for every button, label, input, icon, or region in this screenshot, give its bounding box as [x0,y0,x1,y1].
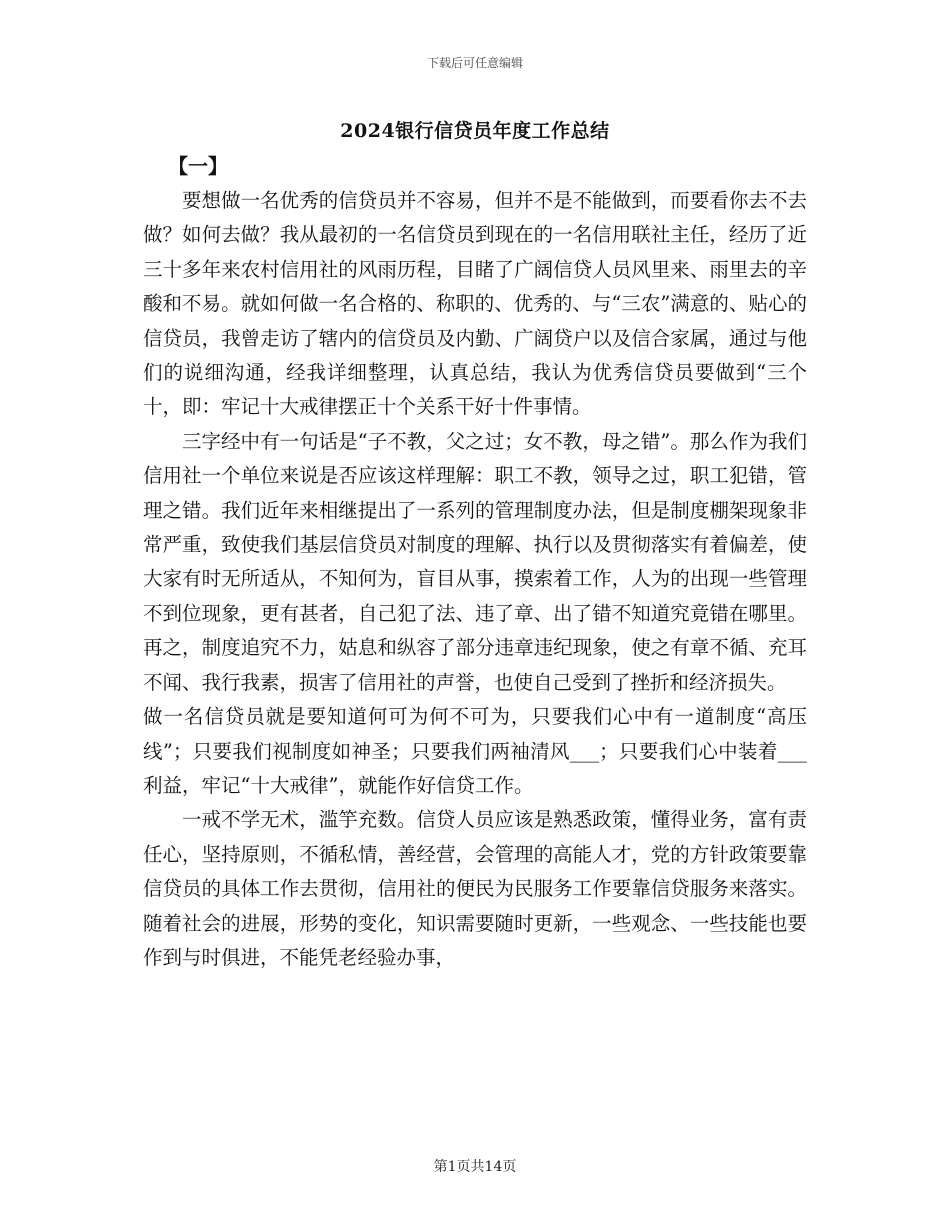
document-title: 2024银行信贷员年度工作总结 [340,120,610,142]
paragraph-4: 一戒不学无术，滥竽充数。信贷人员应该是熟悉政策，懂得业务，富有责任心，坚持原则，不循私情，善经营，会管理的高能人才，党的方针政策要靠信贷员的具体工作去贯彻，信用社的便民为民服务工作要靠信贷服务来落实。随着社会的进展，形势的变化，知识需要随时更新，一些观念、一些技能也要作到与时俱进，不能凭老经验办事， [143,808,807,969]
paragraph-2: 三字经中有一句话是“子不教，父之过；女不教，母之错”。那么作为我们信用社一个单位来说是否应该这样理解：职工不教，领导之过，职工犯错，管理之错。我们近年来相继提出了一系列的管理制度办法，但是制度棚架现象非常严重，致使我们基层信贷员对制度的理解、执行以及贯彻落实有着偏差，使大家有时无所适从，不知何为，盲目从事，摸索着工作，人为的出现一些管理不到位现象，更有甚者，自己犯了法、违了章、出了错不知道究竟错在哪里。再之，制度追究不力，姑息和纵容了部分违章违纪现象，使之有章不循、充耳不闻、我行我素，损害了信用社的声誉，也使自己受到了挫折和经济损失。 [143,429,807,694]
paragraph-1: 要想做一名优秀的信贷员并不容易，但并不是不能做到，而要看你去不去做？如何去做？我从最初的一名信贷员到现在的一名信用联社主任，经历了近三十多年来农村信用社的风雨历程，目睹了广阔信贷人员风里来、雨里去的辛酸和不易。就如何做一名合格的、称职的、优秀的、与“三农”满意的、贴心的信贷员，我曾走访了辖内的信贷员及内勤、广阔贷户以及信合家属，通过与他们的说细沟通，经我详细整理，认真总结，我认为优秀信贷员要做到“三个十，即：牢记十大戒律摆正十个关系干好十件事情。 [143,189,807,419]
document-body [143,184,807,975]
section-label: 【一】 [168,154,228,178]
page-number-footer: 第1页共14页 [433,1159,517,1175]
paragraph-3: 做一名信贷员就是要知道何可为何不可为，只要我们心中有一道制度“高压线”；只要我们视制度如神圣；只要我们两袖清风___；只要我们心中装着___利益，牢记“十大戒律”，就能作好信贷工作。 [143,705,807,797]
page-header-note: 下载后可任意编辑 [426,56,523,70]
